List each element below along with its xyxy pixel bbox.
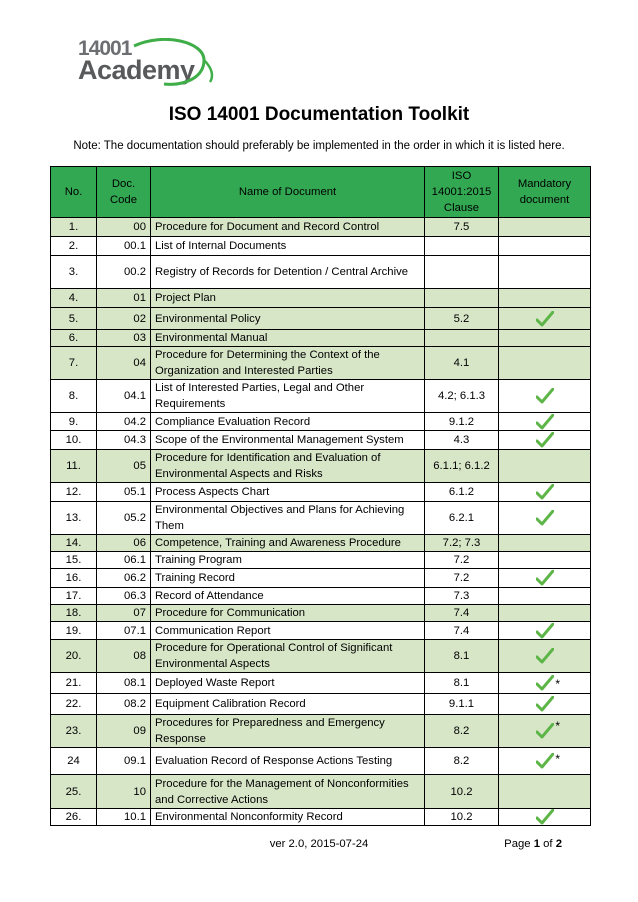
iso-clause: 6.2.1: [425, 502, 499, 535]
row-number: 2.: [51, 237, 97, 256]
iso-clause: 7.4: [425, 622, 499, 640]
checkmark-icon: [536, 723, 554, 739]
iso-clause: 7.2: [425, 552, 499, 569]
row-number: 25.: [51, 775, 97, 809]
page-current: 1: [533, 838, 540, 850]
mandatory-cell: [499, 715, 591, 748]
checkmark-icon: [536, 311, 554, 327]
iso-clause: 8.2: [425, 715, 499, 748]
doc-code: 00.2: [97, 256, 151, 289]
doc-name: Training Program: [151, 552, 425, 569]
mandatory-cell: [499, 622, 591, 640]
doc-name: Equipment Calibration Record: [151, 694, 425, 715]
row-number: 3.: [51, 256, 97, 289]
table-row: [51, 450, 591, 483]
mandatory-cell: [499, 450, 591, 483]
mandatory-cell: [499, 588, 591, 605]
doc-name: Environmental Objectives and Plans for Achieving Them: [151, 502, 425, 535]
mandatory-cell: [499, 380, 591, 413]
table-row: [51, 483, 591, 502]
iso-clause: 7.3: [425, 588, 499, 605]
doc-name: Communication Report: [151, 622, 425, 640]
mandatory-cell: [499, 413, 591, 431]
mandatory-cell: [499, 694, 591, 715]
version-footer: ver 2.0, 2015-07-24: [269, 838, 369, 850]
iso-clause: 9.1.2: [425, 413, 499, 431]
doc-code: 05.2: [97, 502, 151, 535]
doc-code: 09: [97, 715, 151, 748]
doc-code: 08.2: [97, 694, 151, 715]
doc-name: Procedure for Identification and Evaluation of Environmental Aspects and Risks: [151, 450, 425, 483]
table-row: [51, 431, 591, 450]
doc-code: 05.1: [97, 483, 151, 502]
asterisk-note: *: [555, 677, 560, 691]
table-row: [51, 673, 591, 694]
doc-name: Environmental Manual: [151, 330, 425, 347]
mandatory-cell: [499, 640, 591, 673]
iso-clause: 7.5: [425, 218, 499, 237]
company-logo: [78, 38, 218, 90]
logo-word: Academy: [78, 55, 195, 85]
doc-code: 04.3: [97, 431, 151, 450]
mandatory-cell: [499, 237, 591, 256]
doc-code: 10: [97, 775, 151, 809]
checkmark-icon: [536, 648, 554, 664]
table-row: [51, 748, 591, 775]
table-row: [51, 622, 591, 640]
iso-clause: 6.1.2: [425, 483, 499, 502]
table-row: [51, 237, 591, 256]
col-header-name: Name of Document: [151, 167, 425, 218]
mandatory-cell: [499, 552, 591, 569]
doc-name: Deployed Waste Report: [151, 673, 425, 694]
row-number: 23.: [51, 715, 97, 748]
iso-clause: 4.1: [425, 347, 499, 380]
row-number: 26.: [51, 809, 97, 826]
table-row: [51, 552, 591, 569]
doc-code: 00: [97, 218, 151, 237]
table-row: [51, 380, 591, 413]
row-number: 8.: [51, 380, 97, 413]
page-prefix: Page: [504, 838, 534, 850]
table-row: [51, 502, 591, 535]
checkmark-icon: [536, 510, 554, 526]
mandatory-cell: [499, 256, 591, 289]
mandatory-cell: [499, 775, 591, 809]
iso-clause: 7.2: [425, 569, 499, 588]
iso-clause: 10.2: [425, 775, 499, 809]
mandatory-cell: [499, 218, 591, 237]
doc-name: Training Record: [151, 569, 425, 588]
asterisk-note: *: [555, 752, 560, 766]
table-row: [51, 588, 591, 605]
table-row: [51, 775, 591, 809]
iso-clause: [425, 289, 499, 308]
col-header-mandatory: Mandatory document: [499, 167, 591, 218]
mandatory-cell: [499, 535, 591, 552]
row-number: 7.: [51, 347, 97, 380]
row-number: 11.: [51, 450, 97, 483]
row-number: 18.: [51, 605, 97, 622]
doc-name: Competence, Training and Awareness Procedure: [151, 535, 425, 552]
table-row: [51, 694, 591, 715]
doc-code: 04.1: [97, 380, 151, 413]
mandatory-cell: [499, 483, 591, 502]
mandatory-cell: [499, 289, 591, 308]
iso-clause: 7.4: [425, 605, 499, 622]
mandatory-cell: [499, 347, 591, 380]
document-title: ISO 14001 Documentation Toolkit: [168, 104, 470, 125]
table-row: [51, 347, 591, 380]
mandatory-cell: [499, 330, 591, 347]
doc-code: 04.2: [97, 413, 151, 431]
col-header-code: Doc. Code: [97, 167, 151, 218]
doc-name: Environmental Nonconformity Record: [151, 809, 425, 826]
doc-code: 06.3: [97, 588, 151, 605]
checkmark-icon: [536, 696, 554, 712]
iso-clause: [425, 256, 499, 289]
table-row: [51, 413, 591, 431]
implementation-note: Note: The documentation should preferably be implemented in the order in which it is listed here.: [73, 140, 565, 152]
doc-name: Environmental Policy: [151, 308, 425, 330]
doc-name: Procedure for Operational Control of Significant Environmental Aspects: [151, 640, 425, 673]
checkmark-icon: [536, 432, 554, 448]
row-number: 16.: [51, 569, 97, 588]
row-number: 19.: [51, 622, 97, 640]
mandatory-cell: [499, 308, 591, 330]
doc-code: 01: [97, 289, 151, 308]
doc-code: 00.1: [97, 237, 151, 256]
doc-name: Record of Attendance: [151, 588, 425, 605]
row-number: 24: [51, 748, 97, 775]
table-row: [51, 289, 591, 308]
doc-name: Evaluation Record of Response Actions Testing: [151, 748, 425, 775]
iso-clause: [425, 330, 499, 347]
table-header-row: [51, 167, 591, 218]
doc-name: Compliance Evaluation Record: [151, 413, 425, 431]
doc-name: List of Interested Parties, Legal and Other Requirements: [151, 380, 425, 413]
doc-name: Project Plan: [151, 289, 425, 308]
doc-code: 07: [97, 605, 151, 622]
checkmark-icon: [536, 753, 554, 769]
doc-name: Procedure for Determining the Context of the Organization and Interested Parties: [151, 347, 425, 380]
row-number: 17.: [51, 588, 97, 605]
row-number: 1.: [51, 218, 97, 237]
row-number: 20.: [51, 640, 97, 673]
doc-name: Scope of the Environmental Management System: [151, 431, 425, 450]
row-number: 14.: [51, 535, 97, 552]
iso-clause: 10.2: [425, 809, 499, 826]
checkmark-icon: [536, 675, 554, 691]
iso-clause: 6.1.1; 6.1.2: [425, 450, 499, 483]
mandatory-cell: [499, 605, 591, 622]
col-header-clause: ISO 14001:2015 Clause: [425, 167, 499, 218]
doc-code: 06.1: [97, 552, 151, 569]
table-row: [51, 569, 591, 588]
doc-code: 02: [97, 308, 151, 330]
doc-code: 08.1: [97, 673, 151, 694]
page-total: 2: [555, 838, 562, 850]
doc-name: Registry of Records for Detention / Central Archive: [151, 256, 425, 289]
leaf-swoosh-icon: [124, 38, 219, 90]
table-row: [51, 809, 591, 826]
mandatory-cell: [499, 748, 591, 775]
iso-clause: 8.1: [425, 673, 499, 694]
doc-code: 06.2: [97, 569, 151, 588]
row-number: 12.: [51, 483, 97, 502]
row-number: 9.: [51, 413, 97, 431]
row-number: 15.: [51, 552, 97, 569]
checkmark-icon: [536, 623, 554, 639]
table-row: [51, 715, 591, 748]
table-row: [51, 605, 591, 622]
checkmark-icon: [536, 809, 554, 825]
iso-clause: 7.2; 7.3: [425, 535, 499, 552]
col-header-no: No.: [51, 167, 97, 218]
doc-code: 09.1: [97, 748, 151, 775]
doc-name: Procedure for the Management of Nonconformities and Corrective Actions: [151, 775, 425, 809]
row-number: 6.: [51, 330, 97, 347]
doc-code: 05: [97, 450, 151, 483]
iso-clause: 4.2; 6.1.3: [425, 380, 499, 413]
doc-name: List of Internal Documents: [151, 237, 425, 256]
table-row: [51, 256, 591, 289]
doc-code: 07.1: [97, 622, 151, 640]
table-row: [51, 308, 591, 330]
doc-code: 08: [97, 640, 151, 673]
checkmark-icon: [536, 484, 554, 500]
table-row: [51, 535, 591, 552]
mandatory-cell: [499, 502, 591, 535]
documents-table: [50, 166, 591, 826]
iso-clause: 5.2: [425, 308, 499, 330]
doc-name: Procedures for Preparedness and Emergency Response: [151, 715, 425, 748]
iso-clause: 8.1: [425, 640, 499, 673]
page-number: [504, 838, 562, 850]
table-row: [51, 640, 591, 673]
row-number: 21.: [51, 673, 97, 694]
doc-code: 10.1: [97, 809, 151, 826]
checkmark-icon: [536, 570, 554, 586]
doc-name: Process Aspects Chart: [151, 483, 425, 502]
iso-clause: [425, 237, 499, 256]
doc-code: 04: [97, 347, 151, 380]
table-row: [51, 218, 591, 237]
page-of: of: [540, 838, 556, 850]
iso-clause: 9.1.1: [425, 694, 499, 715]
iso-clause: 4.3: [425, 431, 499, 450]
doc-name: Procedure for Document and Record Control: [151, 218, 425, 237]
mandatory-cell: [499, 569, 591, 588]
mandatory-cell: [499, 673, 591, 694]
row-number: 13.: [51, 502, 97, 535]
row-number: 5.: [51, 308, 97, 330]
doc-code: 06: [97, 535, 151, 552]
mandatory-cell: [499, 809, 591, 826]
iso-clause: 8.2: [425, 748, 499, 775]
doc-name: Procedure for Communication: [151, 605, 425, 622]
row-number: 10.: [51, 431, 97, 450]
row-number: 4.: [51, 289, 97, 308]
table-row: [51, 330, 591, 347]
doc-code: 03: [97, 330, 151, 347]
row-number: 22.: [51, 694, 97, 715]
checkmark-icon: [536, 414, 554, 430]
checkmark-icon: [536, 388, 554, 404]
mandatory-cell: [499, 431, 591, 450]
asterisk-note: *: [555, 719, 560, 733]
logo-number: 14001: [78, 37, 132, 60]
